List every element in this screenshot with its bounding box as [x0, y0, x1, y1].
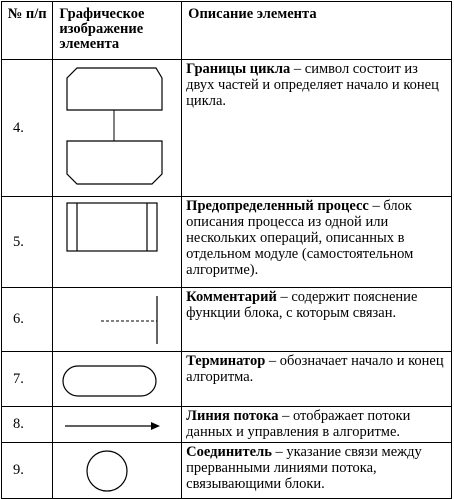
separator: –	[271, 444, 287, 460]
description-cell	[182, 443, 452, 499]
description-text: символ состоит из двух частей и определяет начало и конец цикла.	[186, 61, 439, 109]
description-cell	[182, 352, 452, 407]
figure-cell	[53, 197, 182, 288]
description-text: обозначает начало и конец алгоритма.	[186, 353, 444, 385]
separator: –	[265, 353, 280, 369]
connector-icon	[53, 443, 181, 498]
table-row	[2, 443, 452, 499]
separator: –	[278, 408, 293, 424]
description-text: блок описания процесса из одной или нескольких операций, описанных в отдельном модуле (самостоятельном алгоритме).	[186, 198, 414, 278]
term: Предопределенный процесс	[186, 198, 369, 214]
table-row	[2, 352, 452, 407]
terminator-icon	[53, 352, 181, 406]
figure-cell	[53, 60, 182, 197]
header-description: Описание элемента	[182, 2, 452, 60]
header-image: Графическое изображение элемента	[53, 2, 182, 60]
figure-cell	[53, 443, 182, 499]
description-cell	[182, 60, 452, 197]
separator: –	[368, 198, 384, 214]
figure-cell	[53, 407, 182, 443]
separator: –	[290, 61, 305, 77]
table-row	[2, 288, 452, 352]
comment-icon	[53, 288, 181, 351]
header-number: № п/п	[2, 2, 53, 60]
loop-limit-icon	[53, 60, 181, 196]
description-text: указание связи между прерванными линиями потока, связывающими блоки.	[186, 444, 422, 492]
description-text: содержит пояснение функции блока, с которым связан.	[186, 289, 418, 321]
flowchart-elements-table	[1, 1, 452, 499]
row-number: 7.	[2, 352, 53, 407]
table-row	[2, 60, 452, 197]
row-number: 6.	[2, 288, 53, 352]
row-number: 8.	[2, 407, 53, 443]
table-row	[2, 407, 452, 443]
predefined-process-icon	[53, 197, 181, 287]
term: Границы цикла	[186, 61, 291, 77]
term: Комментарий	[186, 289, 277, 305]
table-header-row	[2, 2, 452, 60]
figure-cell	[53, 352, 182, 407]
description-cell	[182, 407, 452, 443]
term: Соединитель	[186, 444, 272, 460]
row-number: 5.	[2, 197, 53, 288]
flow-line-arrow-icon	[53, 407, 181, 442]
row-number: 4.	[2, 60, 53, 197]
description-cell	[182, 197, 452, 288]
term: Терминатор	[186, 353, 266, 369]
description-text: отображает потоки данных и управления в алгоритме.	[186, 408, 411, 440]
term: Линия потока	[186, 408, 279, 424]
row-number: 9.	[2, 443, 53, 499]
description-cell	[182, 288, 452, 352]
table-row	[2, 197, 452, 288]
separator: –	[276, 289, 292, 305]
figure-cell	[53, 288, 182, 352]
